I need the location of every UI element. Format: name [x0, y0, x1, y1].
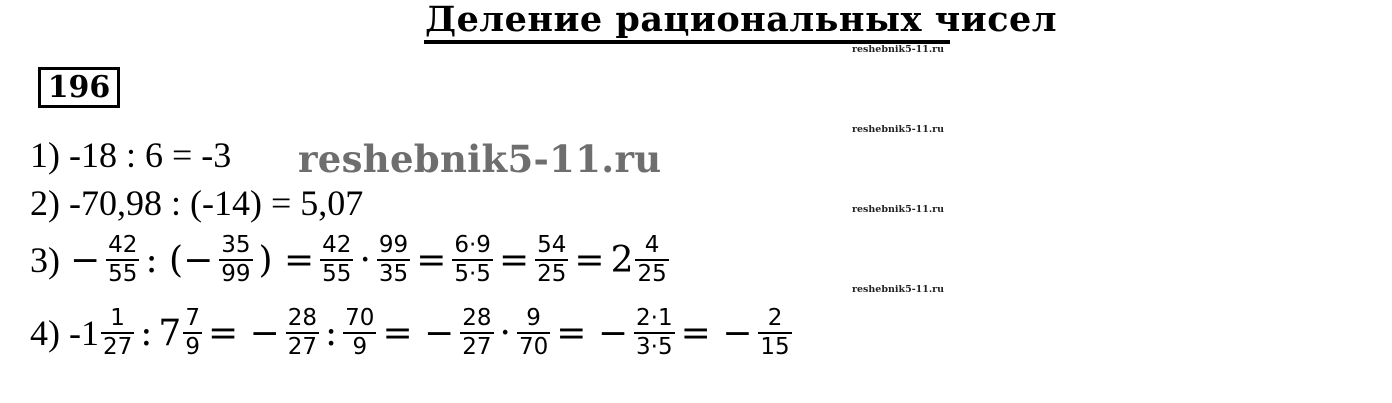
operator: = −	[382, 312, 455, 354]
solution-line-3	[30, 225, 671, 295]
denominator: 70	[518, 334, 549, 360]
item-label: 4) -1	[30, 313, 99, 353]
operator: :	[325, 312, 338, 354]
operator: : (−	[145, 239, 214, 281]
denominator: 3·5	[636, 334, 673, 360]
denominator: 55	[108, 261, 138, 287]
denominator: 99	[221, 261, 251, 287]
numerator: 1	[110, 305, 125, 331]
watermark-small: reshebnik5-11.ru	[852, 44, 945, 55]
numerator: 9	[526, 305, 541, 331]
solution-line-4	[30, 298, 794, 368]
fraction	[517, 305, 550, 361]
page-title: Деление рациональных чисел	[425, 0, 1057, 40]
fraction	[219, 232, 252, 288]
fraction	[106, 232, 139, 288]
operator: =	[498, 239, 530, 281]
watermark-small: reshebnik5-11.ru	[852, 284, 945, 295]
denominator: 27	[462, 334, 492, 360]
operator: ·	[499, 312, 511, 354]
numerator: 99	[378, 232, 409, 258]
denominator: 9	[352, 334, 368, 360]
numerator: 7	[185, 305, 200, 331]
numerator: 28	[287, 305, 318, 331]
watermark-small: reshebnik5-11.ru	[852, 124, 945, 135]
fraction	[343, 305, 376, 361]
whole-part: 2	[610, 239, 634, 281]
numerator: 54	[537, 232, 567, 258]
fraction	[183, 305, 202, 361]
denominator: 25	[537, 261, 567, 287]
fraction	[634, 305, 675, 361]
operator: :	[140, 312, 153, 354]
operator: ) =	[258, 239, 315, 281]
operator: =	[574, 239, 605, 281]
fraction	[101, 305, 134, 361]
numerator: 35	[221, 232, 251, 258]
watermark-large: reshebnik5-11.ru	[298, 137, 662, 181]
watermark-small: reshebnik5-11.ru	[852, 204, 945, 215]
fraction	[758, 305, 791, 361]
denominator: 27	[287, 334, 318, 360]
numerator: 42	[322, 232, 352, 258]
denominator: 55	[322, 261, 352, 287]
operator: = −	[680, 312, 753, 354]
numerator: 42	[108, 232, 138, 258]
operator: ·	[359, 239, 371, 281]
denominator: 15	[760, 334, 790, 360]
minus-sign: −	[70, 239, 101, 281]
numerator: 2	[767, 305, 783, 331]
denominator: 35	[378, 261, 409, 287]
numerator: 70	[345, 305, 375, 331]
item-label: 3)	[30, 240, 60, 280]
operator: =	[416, 239, 447, 281]
numerator: 2·1	[636, 305, 673, 331]
fraction	[535, 232, 568, 288]
operator: = −	[207, 312, 280, 354]
whole-part: 7	[158, 312, 182, 354]
operator: = −	[556, 312, 629, 354]
numerator: 4	[644, 232, 660, 258]
task-number-box: 196	[38, 67, 120, 108]
numerator: 6·9	[454, 232, 491, 258]
fraction	[286, 305, 319, 361]
numerator: 28	[462, 305, 492, 331]
denominator: 9	[185, 334, 200, 360]
fraction	[452, 232, 493, 288]
denominator: 5·5	[454, 261, 491, 287]
solution-line-2: 2) -70,98 : (-14) = 5,07	[30, 183, 364, 223]
fraction	[377, 232, 410, 288]
solution-line-1: 1) -18 : 6 = -3	[30, 135, 232, 175]
denominator: 25	[637, 261, 667, 287]
fraction	[635, 232, 668, 288]
fraction	[460, 305, 493, 361]
fraction	[320, 232, 353, 288]
denominator: 27	[102, 334, 133, 360]
